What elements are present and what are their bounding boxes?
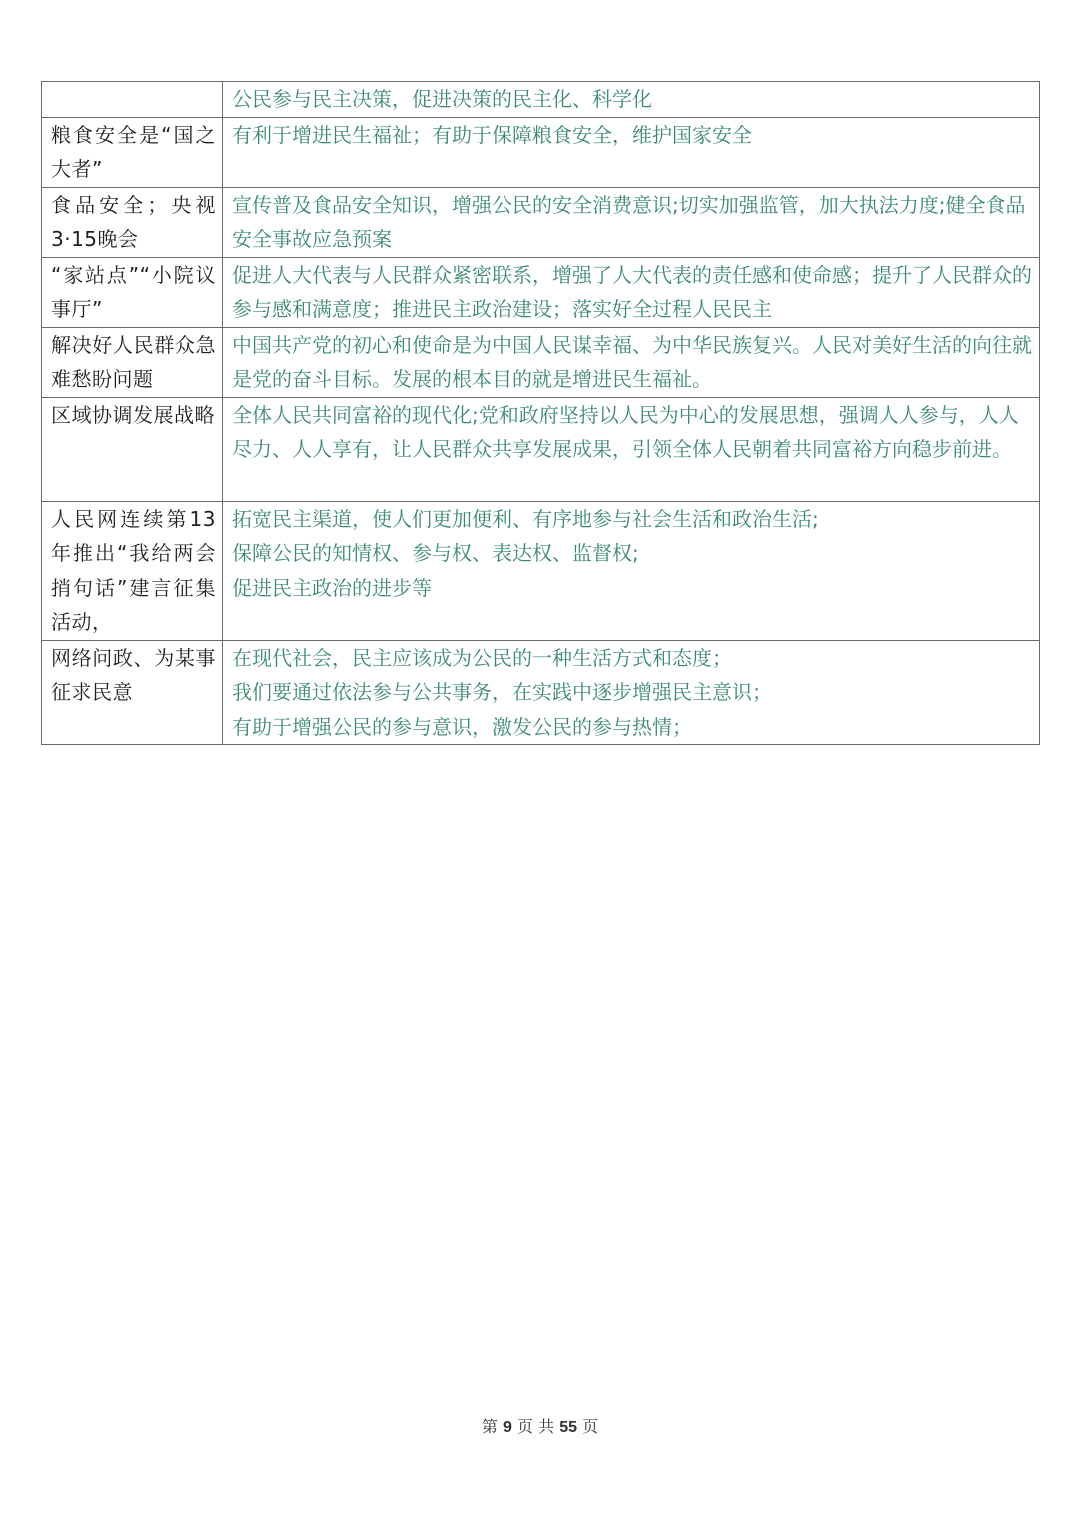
topic-cell: 解决好人民群众急难愁盼问题 — [42, 327, 223, 397]
table-row — [42, 82, 1040, 118]
points-cell — [223, 117, 1040, 187]
point-line: 拓宽民主渠道，使人们更加便利、有序地参与社会生活和政治生活; — [232, 506, 819, 531]
point-line: 全体人民共同富裕的现代化;党和政府坚持以人民为中心的发展思想，强调人人参与，人人尽力、人人享有，让人民群众共享发展成果，引领全体人民朝着共同富裕方向稳步前进。 — [232, 402, 1019, 461]
point-line: 保障公民的知情权、参与权、表达权、监督权; — [232, 541, 639, 565]
total-page-count: 55 — [559, 1419, 577, 1436]
point-line: 有利于增进民生福祉；有助于保障粮食安全，维护国家安全 — [232, 122, 752, 147]
topic-cell: 食品安全；央视3·15晚会 — [42, 187, 223, 257]
points-cell — [223, 327, 1040, 397]
point-line: 促进人大代表与人民群众紧密联系，增强了人大代表的责任感和使命感；提升了人民群众的参与感和满意度；推进民主政治建设；落实好全过程人民民主 — [232, 262, 1032, 321]
topic-cell: 人民网连续第13年推出“我给两会捎句话”建言征集活动， — [42, 501, 223, 640]
point-line: 宣传普及食品安全知识，增强公民的安全消费意识;切实加强监管，加大执法力度;健全食品安全事故应急预案 — [232, 192, 1026, 251]
point-line: 在现代社会，民主应该成为公民的一种生活方式和态度； — [232, 645, 732, 670]
table-row — [42, 327, 1040, 397]
points-cell — [223, 501, 1040, 640]
points-cell — [223, 187, 1040, 257]
page-number-footer — [0, 1414, 1080, 1437]
current-page-number: 9 — [503, 1419, 512, 1436]
table-row — [42, 501, 1040, 640]
table-row — [42, 257, 1040, 327]
point-line: 中国共产党的初心和使命是为中国人民谋幸福、为中华民族复兴。人民对美好生活的向往就是党的奋斗目标。发展的根本目的就是增进民生福祉。 — [232, 332, 1032, 391]
points-cell — [223, 257, 1040, 327]
points-cell — [223, 397, 1040, 501]
topic-cell: 粮食安全是“国之大者” — [42, 117, 223, 187]
table-row — [42, 397, 1040, 501]
topic-cell: 网络问政、为某事征求民意 — [42, 640, 223, 745]
notes-table — [41, 81, 1040, 745]
footer-suffix: 页 — [582, 1417, 599, 1436]
topic-cell — [42, 82, 223, 118]
point-line: 我们要通过依法参与公共事务，在实践中逐步增强民主意识； — [232, 680, 772, 704]
topic-cell: “家站点”“小院议事厅” — [42, 257, 223, 327]
footer-prefix: 第 — [481, 1417, 498, 1436]
table-row — [42, 187, 1040, 257]
table-row — [42, 640, 1040, 745]
footer-mid: 页 共 — [517, 1417, 555, 1436]
points-cell — [223, 82, 1040, 118]
point-line: 公民参与民主决策，促进决策的民主化、科学化 — [232, 87, 652, 111]
topic-cell: 区域协调发展战略 — [42, 397, 223, 501]
points-cell — [223, 640, 1040, 745]
table-row — [42, 117, 1040, 187]
point-line: 有助于增强公民的参与意识，激发公民的参与热情； — [232, 714, 692, 739]
point-line: 促进民主政治的进步等 — [232, 575, 432, 600]
